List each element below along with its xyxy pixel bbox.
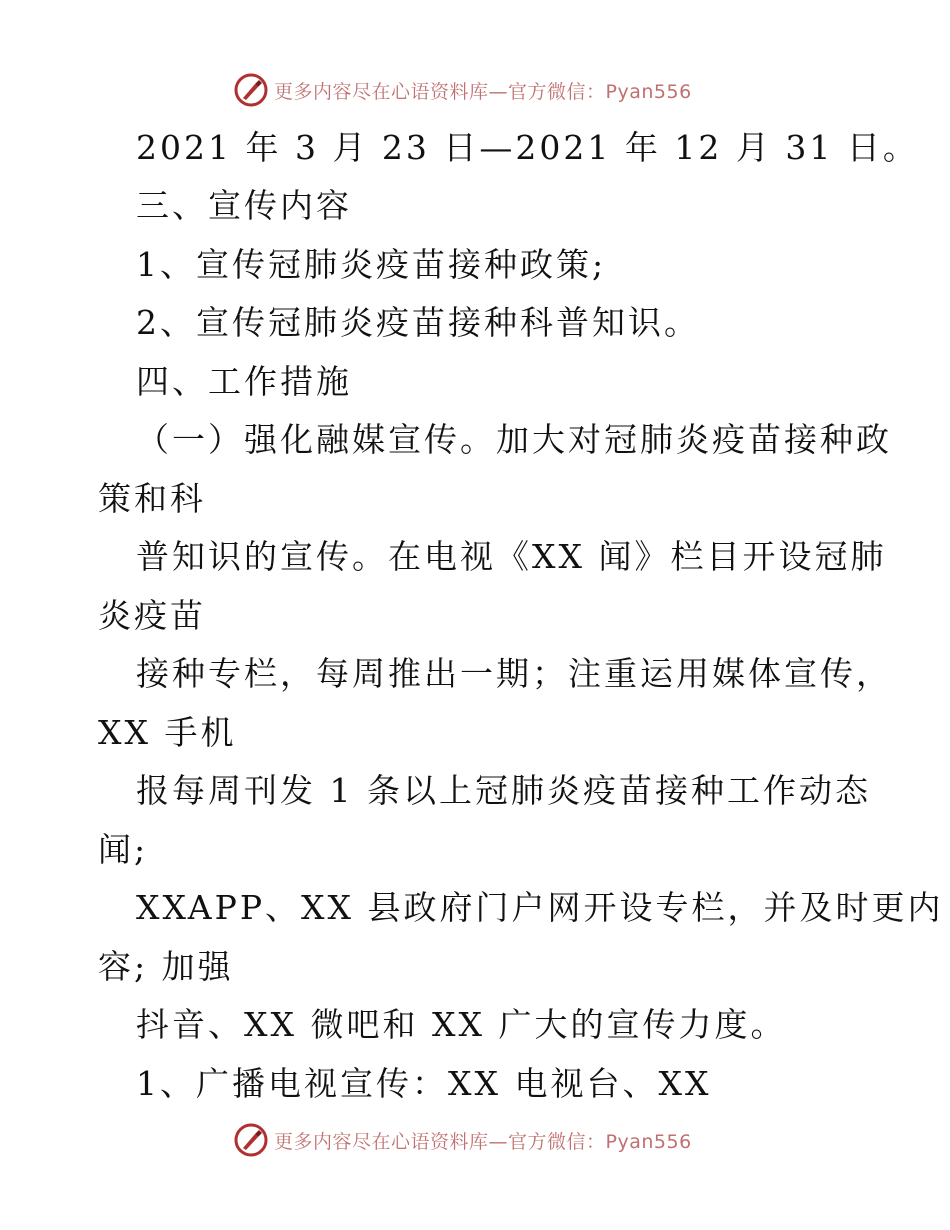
paragraph-line: （一）强化融媒宣传。加大对冠肺炎疫苗接种政 bbox=[136, 420, 892, 459]
section-heading-3: 三、宣传内容 bbox=[136, 186, 352, 225]
list-item: 2、宣传冠肺炎疫苗接种科普知识。 bbox=[136, 303, 700, 342]
paragraph-line: XXAPP、XX 县政府门户网开设专栏，并及时更内 bbox=[136, 888, 944, 927]
paragraph-line: 策和科 bbox=[98, 479, 206, 518]
section-heading-4: 四、工作措施 bbox=[136, 362, 352, 401]
watermark-text: 更多内容尽在心语资料库—官方微信：Pyan556 bbox=[274, 80, 692, 103]
paragraph-line: 普知识的宣传。在电视《XX 闻》栏目开设冠肺 bbox=[136, 537, 887, 576]
list-item: 1、宣传冠肺炎疫苗接种政策; bbox=[136, 245, 607, 284]
pen-seal-logo-icon bbox=[234, 73, 268, 107]
paragraph-line: XX 手机 bbox=[98, 713, 237, 752]
footer-watermark bbox=[234, 1122, 692, 1158]
watermark-text: 更多内容尽在心语资料库—官方微信：Pyan556 bbox=[274, 1130, 692, 1153]
paragraph-line: 抖音、XX 微吧和 XX 广大的宣传力度。 bbox=[136, 1005, 787, 1044]
paragraph-line: 报每周刊发 1 条以上冠肺炎疫苗接种工作动态 bbox=[136, 771, 871, 810]
pen-seal-logo-icon bbox=[234, 1123, 268, 1157]
paragraph-line: 炎疫苗 bbox=[98, 596, 206, 635]
header-watermark bbox=[234, 72, 692, 108]
paragraph-line: 容; 加强 bbox=[98, 947, 234, 986]
date-range-line: 2021 年 3 月 23 日—2021 年 12 月 31 日。 bbox=[136, 128, 919, 167]
paragraph-line: 接种专栏，每周推出一期；注重运用媒体宣传， bbox=[136, 654, 892, 693]
paragraph-line: 闻; bbox=[98, 830, 149, 869]
list-item: 1、广播电视宣传：XX 电视台、XX bbox=[136, 1064, 712, 1103]
